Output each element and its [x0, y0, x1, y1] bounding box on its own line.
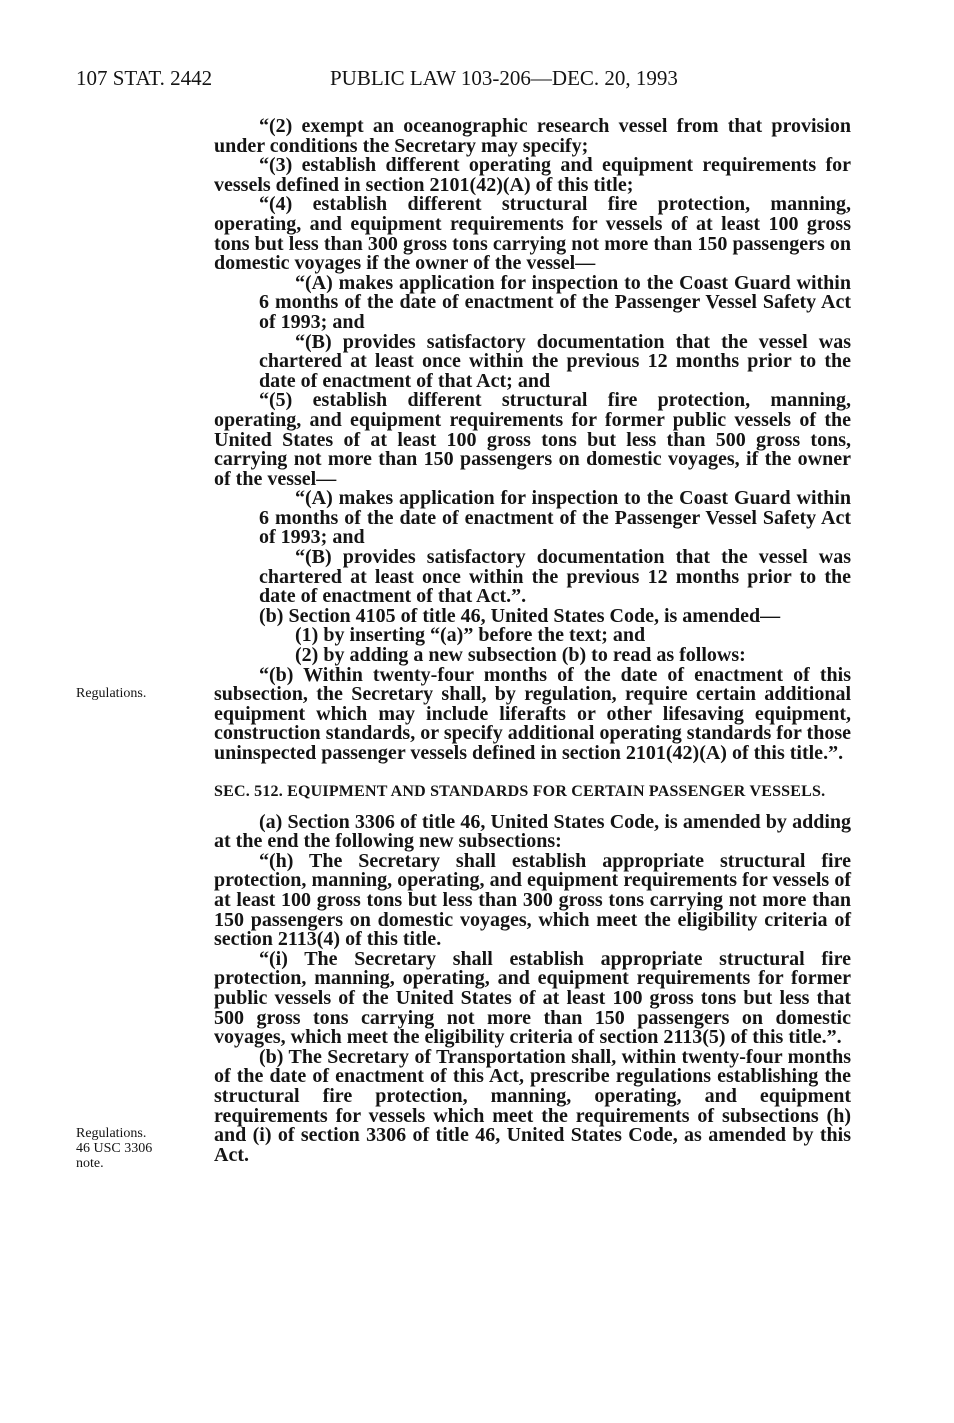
paragraph: “(i) The Secretary shall establish appropriate structural fire protection, manning, operating, and equipment requirements for former public vessels of the United States of at least 100 gross tons but less that 500 gross tons carrying not more than 150 passengers on domestic voyages, which meet the eligibility criteria of section 2113(5) of this title.”.	[214, 947, 851, 1049]
paragraph: “(B) provides satisfactory documentation that the vessel was chartered at least once within the previous 12 months prior to the date of enactment of that Act; and	[259, 330, 851, 392]
margin-note-regulations-usc	[76, 1126, 152, 1171]
page-title: PUBLIC LAW 103-206—DEC. 20, 1993	[330, 66, 678, 90]
page-stat-citation: 107 STAT. 2442	[76, 66, 213, 90]
paragraph: “(A) makes application for inspection to the Coast Guard within 6 months of the date of enactment of the Passenger Vessel Safety Act of 1993; and	[259, 487, 851, 549]
paragraph: “(A) makes application for inspection to the Coast Guard within 6 months of the date of enactment of the Passenger Vessel Safety Act of 1993; and	[259, 271, 851, 333]
paragraph: (2) by adding a new subsection (b) to read as follows:	[295, 644, 746, 667]
document-body	[214, 117, 851, 1165]
paragraph: (b) The Secretary of Transportation shall, within twenty-four months of the date of enactment of this Act, prescribe regulations establishing the structural fire protection, manning, operating, and equipment requirements for vessels which meet the requirements of subsections (h) and (i) of section 3306 of title 46, United States Code, as amended by this Act.	[214, 1045, 851, 1166]
paragraph: “(B) provides satisfactory documentation that the vessel was chartered at least once within the previous 12 months prior to the date of enactment of that Act.”.	[259, 546, 851, 608]
paragraph: (1) by inserting “(a)” before the text; and	[295, 624, 646, 647]
margin-note-line: 46 USC 3306	[76, 1141, 153, 1156]
section-heading: SEC. 512. EQUIPMENT AND STANDARDS FOR CERTAIN PASSENGER VESSELS.	[214, 782, 826, 800]
paragraph: (a) Section 3306 of title 46, United States Code, is amended by adding at the end the following new subsections:	[214, 810, 851, 853]
margin-note-regulations: Regulations.	[76, 686, 147, 701]
margin-note-line: note.	[76, 1156, 104, 1171]
paragraph: (b) Section 4105 of title 46, United States Code, is amended—	[259, 604, 781, 627]
paragraph: “(4) establish different structural fire protection, manning, operating, and equipment requirements for vessels of at least 100 gross tons but less than 300 gross tons carrying not more than 150 passengers on domestic voyages if the owner of the vessel—	[214, 193, 851, 275]
paragraph: “(h) The Secretary shall establish appropriate structural fire protection, manning, operating, and equipment requirements for vessels of at least 100 gross tons but less than 300 gross tons carrying not more than 150 passengers on domestic voyages, which meet the eligibility criteria of section 2113(4) of this title.	[214, 849, 851, 951]
paragraph: “(5) establish different structural fire protection, manning, operating, and equipment requirements for former public vessels of the United States of at least 100 gross tons but less than 500 gross tons, carrying not more than 150 passengers on domestic voyages, if the owner of the vessel—	[214, 389, 851, 490]
paragraph: “(b) Within twenty-four months of the date of enactment of this subsection, the Secretary shall, by regulation, require certain additional equipment which may include liferafts or other lifesaving equipment, construction standards, or specify additional operating standards for those uninspected passenger vessels defined in section 2101(42)(A) of this title.”.	[214, 663, 851, 764]
paragraph: “(3) establish different operating and equipment requirements for vessels defined in section 2101(42)(A) of this title;	[214, 154, 851, 196]
paragraph: “(2) exempt an oceanographic research vessel from that provision under conditions the Secretary may specify;	[214, 115, 851, 157]
margin-note-line: Regulations.	[76, 1126, 147, 1141]
